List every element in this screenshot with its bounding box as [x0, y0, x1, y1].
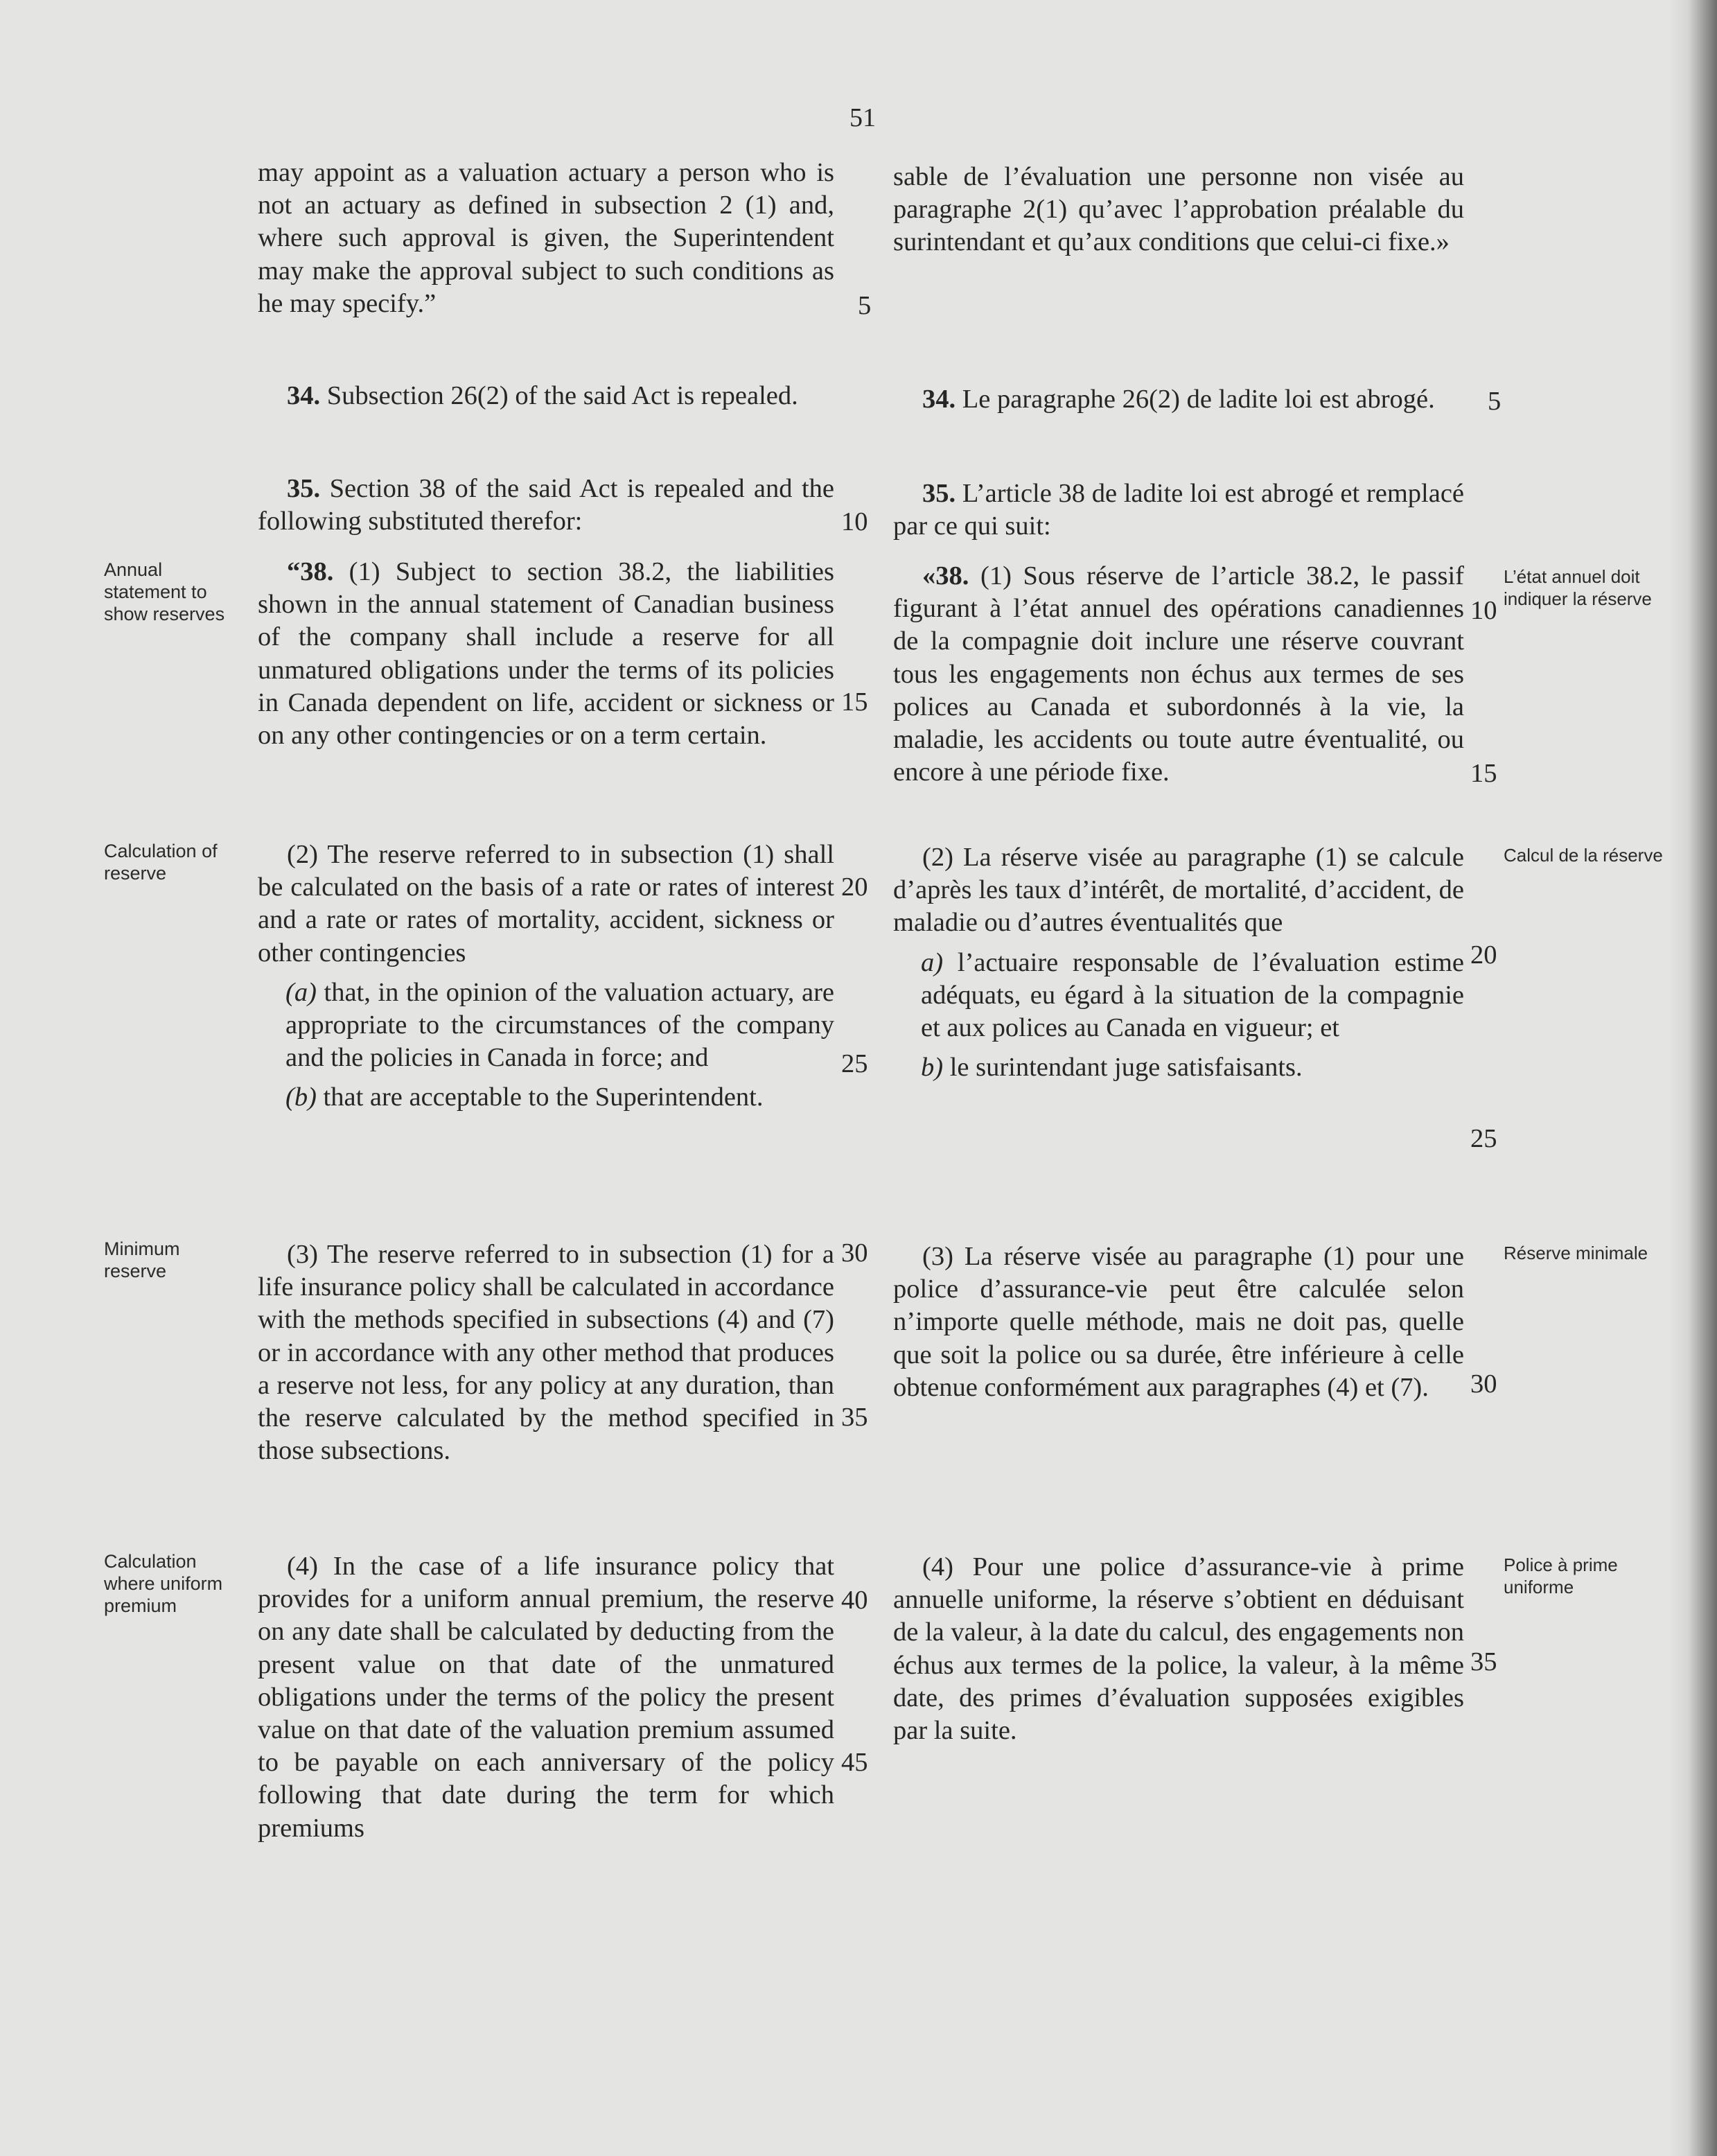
fr-s38-2a-text: l’actuaire responsable de l’évaluation estime adéquats, eu égard à la situation de la compagnie et aux polices au Canada en vigueur; et	[921, 947, 1464, 1043]
page-number: 51	[849, 103, 876, 132]
en-margin-note-uniform: Calculation where uniform premium	[104, 1551, 223, 1616]
en-s38-4-text: (4) In the case of a life insurance policy that provides for a uniform annual premium, the reserve on any date shall be calculated by deducting from the present value on that date of the unmatured obligations under the terms of the policy the present value on that date of the valuation premium assumed to be payable on each anniversary of the policy following that date during the term for which premiums	[258, 1552, 834, 1843]
en-s38-2a-label: (a)	[285, 977, 317, 1007]
fr-section-34	[893, 383, 1464, 416]
fr-s34-text: Le paragraphe 26(2) de ladite loi est abrogé.	[956, 385, 1435, 414]
en-line-number: 40	[841, 1586, 868, 1615]
en-margin-note-annual: Annual statement to show reserves	[104, 559, 225, 624]
fr-s38-2-text: (2) La réserve visée au paragraphe (1) se calcule d’après les taux d’intérêt, de mortalité, d’accident, de maladie ou d’autres éventualités que	[893, 843, 1464, 938]
en-line-number: 5	[858, 291, 872, 320]
en-line-number: 25	[841, 1049, 868, 1078]
en-s38-4	[258, 1550, 834, 1845]
en-line-number: 30	[841, 1238, 868, 1268]
fr-s38-1-text: (1) Sous réserve de l’article 38.2, le passif figurant à l’état annuel des opérations canadiennes de la compagnie doit inclure une réserve couvrant tous les engagements non échus aux termes de ses polices au Canada et subordonnés à la vie, la maladie, les accidents ou toute autre éventualité, ou encore à une période fixe.	[893, 561, 1464, 787]
fr-s38-number: «38.	[922, 561, 969, 590]
fr-line-number: 10	[1470, 596, 1497, 625]
fr-line-number: 35	[1470, 1647, 1497, 1676]
en-s38-number: “38.	[287, 557, 334, 586]
en-s34-number: 34.	[287, 381, 321, 410]
en-s34-text: Subsection 26(2) of the said Act is repealed.	[320, 381, 798, 410]
en-line-number: 15	[841, 687, 868, 717]
en-line-number: 20	[841, 873, 868, 902]
fr-margin-note-minimum: Réserve minimale	[1504, 1243, 1648, 1263]
fr-s38-2a-label: a)	[921, 947, 944, 977]
en-line-number: 35	[841, 1403, 868, 1432]
en-s38-2b-label: (b)	[285, 1083, 317, 1112]
en-line-number: 45	[841, 1748, 868, 1777]
fr-line-number: 30	[1470, 1369, 1497, 1399]
fr-section-35	[893, 477, 1464, 543]
en-continuation: may appoint as a valuation actuary a person who is not an actuary as defined in subsection 2 (1) and, where such approval is given, the Superintendent may make the approval subject to such conditions as he may specify.”	[258, 158, 834, 318]
fr-s38-2	[893, 841, 1464, 1084]
en-margin-note-minimum: Minimum reserve	[104, 1238, 180, 1281]
en-line-number: 10	[841, 507, 868, 536]
fr-margin-note-annual: L’état annuel doit indiquer la réserve	[1504, 566, 1652, 609]
en-s38-2-text: (2) The reserve referred to in subsection (1) shall be calculated on the basis of a rate or rates of interest and a rate or rates of mortality, accident, sickness or other contingencies	[258, 840, 834, 967]
page-edge-shadow	[1668, 0, 1717, 2156]
fr-line-number: 20	[1470, 940, 1497, 970]
fr-s38-3-text: (3) La réserve visée au paragraphe (1) pour une police d’assurance-vie peut être calculée selon n’importe quelle méthode, mais ne doit pas, quelle que soit la police ou sa durée, être inférieure à celle obtenue conformément aux paragraphes (4) et (7).	[893, 1242, 1464, 1402]
fr-margin-note-calc: Calcul de la réserve	[1504, 845, 1663, 866]
en-s38-2a-text: that, in the opinion of the valuation actuary, are appropriate to the circumstances of the company and the policies in Canada in force; and	[285, 977, 834, 1073]
fr-s38-4-text: (4) Pour une police d’assurance-vie à prime annuelle uniforme, la réserve s’obtient en déduisant de la valeur, à la date du calcul, des engagements non échus aux termes de la police, la valeur, à la même date, des primes d’évaluation supposées exigibles par la suite.	[893, 1552, 1464, 1746]
fr-s38-4	[893, 1551, 1464, 1747]
en-s35-text: Section 38 of the said Act is repealed and the following substituted therefor:	[258, 474, 834, 536]
fr-s38-1	[893, 560, 1464, 789]
en-s38-1	[258, 556, 834, 752]
en-s35-number: 35.	[287, 474, 321, 503]
fr-s35-text: L’article 38 de ladite loi est abrogé et remplacé par ce qui suit:	[893, 479, 1464, 541]
fr-line-number: 15	[1470, 759, 1497, 788]
fr-s35-number: 35.	[922, 479, 956, 508]
fr-margin-note-uniform: Police à prime uniforme	[1504, 1554, 1618, 1597]
fr-continuation: sable de l’évaluation une personne non visée au paragraphe 2(1) qu’avec l’approbation préalable du surintendant et qu’aux conditions que celui-ci fixe.»	[893, 162, 1464, 257]
en-s38-1-text: (1) Subject to section 38.2, the liabilities shown in the annual statement of Canadian business of the company shall include a reserve for all unmatured obligations under the terms of its policies in Canada dependent on life, accident or sickness or on any other contingencies or on a term certain.	[258, 557, 834, 751]
fr-s38-2b-text: le surintendant juge satisfaisants.	[943, 1053, 1303, 1083]
fr-s38-2b-label: b)	[921, 1053, 944, 1083]
en-s38-2b-text: that are acceptable to the Superintendent.	[316, 1083, 764, 1112]
en-s38-3	[258, 1238, 834, 1467]
en-section-35	[258, 473, 834, 538]
fr-s38-3	[893, 1241, 1464, 1404]
fr-line-number: 5	[1488, 387, 1502, 416]
fr-line-number: 25	[1470, 1124, 1497, 1153]
fr-s34-number: 34.	[922, 385, 956, 414]
en-margin-note-calc: Calculation of reserve	[104, 841, 218, 884]
en-section-34	[258, 380, 834, 412]
en-s38-2	[258, 839, 834, 1114]
en-s38-3-text: (3) The reserve referred to in subsection (1) for a life insurance policy shall be calculated in accordance with the methods specified in subsections (4) and (7) or in accordance with any other method that produces a reserve not less, for any policy at any duration, than the reserve calculated by the method specified in those subsections.	[258, 1240, 834, 1466]
